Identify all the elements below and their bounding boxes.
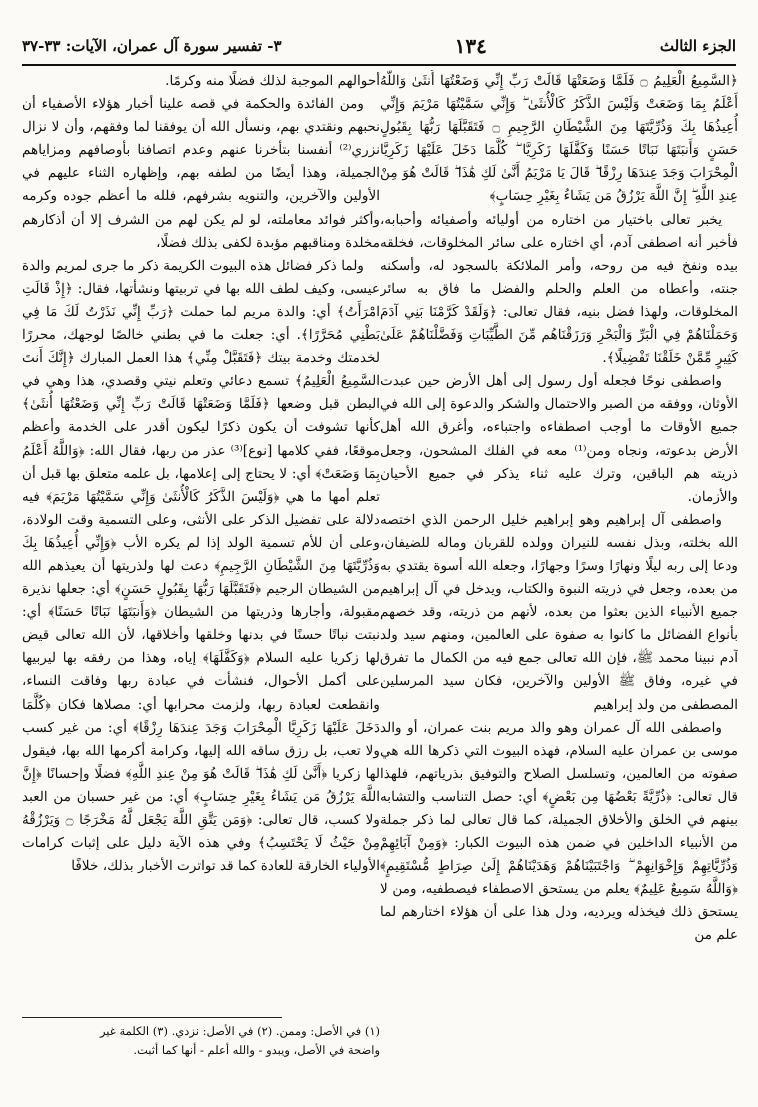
paragraph-benefit: ومن الفائدة والحكمة في قصه علينا أخبار هؤلاء الأصفياء أن نحبهم ونقتدي بهم، ونسأل الله أن يوفقنا لما وفقهم، وأن لا نزال نزري⁽²⁾ أنفسنا بتأخرنا عنهم وعدم اتصافنا بأوصافهم ومزاياهم الجميلة، وهذا أيضًا من لطفه بهم، وإظهاره الثناء عليهم في الأولين والآخرين، والتنويه بشرفهم، فلله ما أعظم جوده وكرمه وأكثر فوائد معاملته، لو لم يكن لهم من الشرف إلا أن أذكارهم مخلدة ومناقبهم مؤبدة لكفى بذلك فضلًا،: [22, 96, 380, 251]
verse-block: ﴿السَّمِيعُ الْعَلِيمُ ۝ فَلَمَّا وَضَعَتْهَا قَالَتْ رَبِّ إِنِّي وَضَعْتُهَا أُنثَىٰ وَاللَّهُ أَعْلَمُ بِمَا وَضَعَتْ وَلَيْسَ الذَّكَرُ كَالْأُنثَىٰ ۖ وَإِنِّي سَمَّيْتُهَا مَرْيَمَ وَإِنِّي أُعِيذُهَا بِكَ وَذُرِّيَّتَهَا مِنَ الشَّيْطَانِ الرَّجِيمِ ۝ فَتَقَبَّلَهَا رَبُّهَا بِقَبُولٍ حَسَنٍ وَأَنبَتَهَا نَبَاتًا حَسَنًا وَكَفَّلَهَا زَكَرِيَّا ۖ كُلَّمَا دَخَلَ عَلَيْهَا زَكَرِيَّا الْمِحْرَابَ وَجَدَ عِندَهَا رِزْقًا ۖ قَالَ يَا مَرْيَمُ أَنَّىٰ لَكِ هَٰذَا ۖ قَالَتْ هُوَ مِنْ عِندِ اللَّهِ ۖ إِنَّ اللَّهَ يَرْزُقُ مَن يَشَاءُ بِغَيْرِ حِسَابٍ﴾: [380, 73, 738, 205]
paragraph-imran: واصطفى الله آل عمران وهو والد مريم بنت عمران، أو والد موسى بن عمران عليه السلام، فهذه البيوت التي ذكرها الله هي صفوته من العالمين، وتسلسل الصلاح والتوفيق بذرياتهم، فلهذا قال تعالى: ﴿ذُرِّيَّةً بَعْضُهَا مِن بَعْضٍ﴾ أي: حصل التناسب والتشابه بينهم في الخلق والأخلاق الجميلة، كما قال تعالى لما ذكر جملة من الأنبياء الداخلين في ضمن هذه البيوت الكبار: ﴿وَمِنْ آبَائِهِمْ وَذُرِّيَّاتِهِمْ وَإِخْوَانِهِمْ ۖ وَاجْتَبَيْنَاهُمْ وَهَدَيْنَاهُمْ إِلَىٰ صِرَاطٍ مُّسْتَقِيمٍ﴾ ﴿وَاللَّهُ سَمِيعٌ عَلِيمٌ﴾ يعلم من يستحق الاصطفاء فيصطفيه، ومن لا يستحق ذلك فيخذله ويرديه، ودل هذا على أن هؤلاء اختارهم لما علم من: [380, 719, 738, 944]
footnotes: [22, 1022, 380, 1060]
footnote-divider: [22, 1017, 282, 1018]
paragraph-nuh: واصطفى نوحًا فجعله أول رسول إلى أهل الأرض حين عبدت الأوثان، ووفقه من الصبر والاحتمال والشكر والدعوة إلى الله في جميع الأوقات ما أوجب اصطفاءه واجتباءه، وأغرق الله أهل الأرض بدعوته، ونجاه ومن⁽¹⁾ معه في الفلك المشحون، وجعل ذريته هم الباقين، وترك عليه ثناء يذكر في جميع الأحيان والأزمان.: [380, 373, 738, 505]
page-number: ١٣٤: [454, 34, 487, 58]
right-column: [380, 70, 738, 1015]
paragraph-maryam: ولما ذكر فضائل هذه البيوت الكريمة ذكر ما جرى لمريم والدة عيسى، وكيف لطف الله بها في تربيتها ونشأتها، فقال: ﴿إِذْ قَالَتِ امْرَأَتُ﴾ أي: والدة مريم لما حملت ﴿رَبِّ إِنِّي نَذَرْتُ لَكَ مَا فِي بَطْنِي مُحَرَّرًا﴾. أي: جعلت ما في بطني خالصًا لوجهك، محررًا لخدمتك وخدمة بيتك ﴿فَتَقَبَّلْ مِنِّي﴾ هذا العمل المبارك ﴿إِنَّكَ أَنتَ السَّمِيعُ الْعَلِيمُ﴾ تسمع دعائي وتعلم نيتي وقصدي، هذا وهي في البطن قبل وضعها ﴿فَلَمَّا وَضَعَتْهَا قَالَتْ رَبِّ إِنِّي وَضَعْتُهَا أُنثَىٰ﴾ كأنها تشوفت أن يكون ذكرًا ليكون أقدر على الخدمة وأعظم موقعًا، ففي كلامها [نوع]⁽³⁾ عذر من ربها، فقال الله: ﴿وَاللَّهُ أَعْلَمُ بِمَا وَضَعَتْ﴾ أي: لا يحتاج إلى إعلامها، بل علمه متعلق بها قبل أن تعلم أمها ما هي ﴿وَلَيْسَ الذَّكَرُ كَالْأُنثَىٰ وَإِنِّي سَمَّيْتُهَا مَرْيَمَ﴾ فيه دلالة على تفضيل الذكر على الأنثى، وعلى التسمية وقت الولادة، وعلى أن للأم تسمية الولد إذا لم يكره الأب ﴿وَإِنِّي أُعِيذُهَا بِكَ وَذُرِّيَّتَهَا مِنَ الشَّيْطَانِ الرَّجِيمِ﴾ دعت لها ولذريتها أن يعيذهم الله من الشيطان الرجيم ﴿فَتَقَبَّلَهَا رَبُّهَا بِقَبُولٍ حَسَنٍ﴾ أي: جعلها نذيرة مقبولة، وأجارها وذريتها من الشيطان ﴿وَأَنبَتَهَا نَبَاتًا حَسَنًا﴾ أي: نبتت نباتًا حسنًا في بدنها وخلقها وأخلاقها، لأن الله تعالى قيض لها زكريا عليه السلام ﴿وَكَفَّلَهَا﴾ إياه، وهذا من رفقه بها ليربيها على أكمل الأحوال، فنشأت في عبادة ربها وفاقت النساء، وانقطعت لعبادة ربها، ولزمت محرابها أي: مصلاها فكان ﴿كُلَّمَا دَخَلَ عَلَيْهَا زَكَرِيَّا الْمِحْرَابَ وَجَدَ عِندَهَا رِزْقًا﴾ أي: من غير كسب ولا تعب، بل رزق ساقه الله إليها، وكرامة أكرمها الله بها، فيقول لها زكريا ﴿أَنَّىٰ لَكِ هَٰذَا ۖ قَالَتْ هُوَ مِنْ عِندِ اللَّهِ﴾ فضلًا وإحسانًا ﴿إِنَّ اللَّهَ يَرْزُقُ مَن يَشَاءُ بِغَيْرِ حِسَابٍ﴾ أي: من غير حسبان من العبد ولا كسب، قال تعالى: ﴿وَمَن يَتَّقِ اللَّهَ يَجْعَل لَّهُ مَخْرَجًا ۝ وَيَرْزُقْهُ مِنْ حَيْثُ لَا يَحْتَسِبُ﴾ وفي هذه الآية دليل على إثبات كرامات الأولياء الخارقة للعادة كما قد تواترت الأخبار بذلك، خلافًا: [22, 257, 380, 875]
header-section-title: ٣- تفسير سورة آل عمران، الآيات: ٣٣-٣٧: [22, 37, 282, 55]
footnote-line: واضحة في الأصل، ويبدو - والله أعلم - أنها كما أثبت.: [133, 1043, 380, 1057]
footnote-line: (١) في الأصل: وممن. (٢) في الأصل: نزدي. (٣) الكلمة غير: [99, 1024, 380, 1038]
left-column: [22, 70, 380, 1015]
header-part-title: الجزء الثالث: [659, 37, 736, 55]
paragraph-adam: يخبر تعالى باختيار من اختاره من أوليائه وأصفيائه وأحبابه، فأخبر أنه اصطفى آدم، أي اختاره على سائر المخلوقات، فخلقه بيده ونفخ فيه من روحه، وأمر الملائكة بالسجود له، وأسكنه جنته، وأعطاه من العلم والحلم والفضل ما فاق به سائر المخلوقات، ولهذا فضل بنيه، فقال تعالى: ﴿وَلَقَدْ كَرَّمْنَا بَنِي آدَمَ وَحَمَلْنَاهُمْ فِي الْبَرِّ وَالْبَحْرِ وَرَزَقْنَاهُم مِّنَ الطَّيِّبَاتِ وَفَضَّلْنَاهُمْ عَلَىٰ كَثِيرٍ مِّمَّنْ خَلَقْنَا تَفْضِيلًا﴾.: [380, 211, 738, 367]
paragraph-ibrahim: واصطفى آل إبراهيم وهو إبراهيم خليل الرحمن الذي اختصه الله بخلته، وبذل نفسه للنيران وولده للقربان وماله للضيفان، ودعا إلى ربه ليلًا ونهارًا وسرًا وجهارًا، وجعله الله أسوة يقتدي به من بعده، وجعل في ذريته النبوة والكتاب، ويدخل في آل إبراهيم جميع الأنبياء الذين بعثوا من بعده، لأنهم من ذريته، وقد خصهم بأنواع الفضائل ما كانوا به صفوة على العالمين، ومنهم سيد ولد آدم نبينا محمد ﷺ، فإن الله تعالى جمع فيه من الكمال ما تفرق في غيره، وفاق ﷺ الأولين والآخرين، فكان سيد المرسلين المصطفى من ولد إبراهيم: [380, 511, 738, 713]
paragraph-continuation: أحوالهم الموجبة لذلك فضلًا منه وكرمًا.: [165, 73, 380, 89]
running-header: [22, 28, 736, 66]
